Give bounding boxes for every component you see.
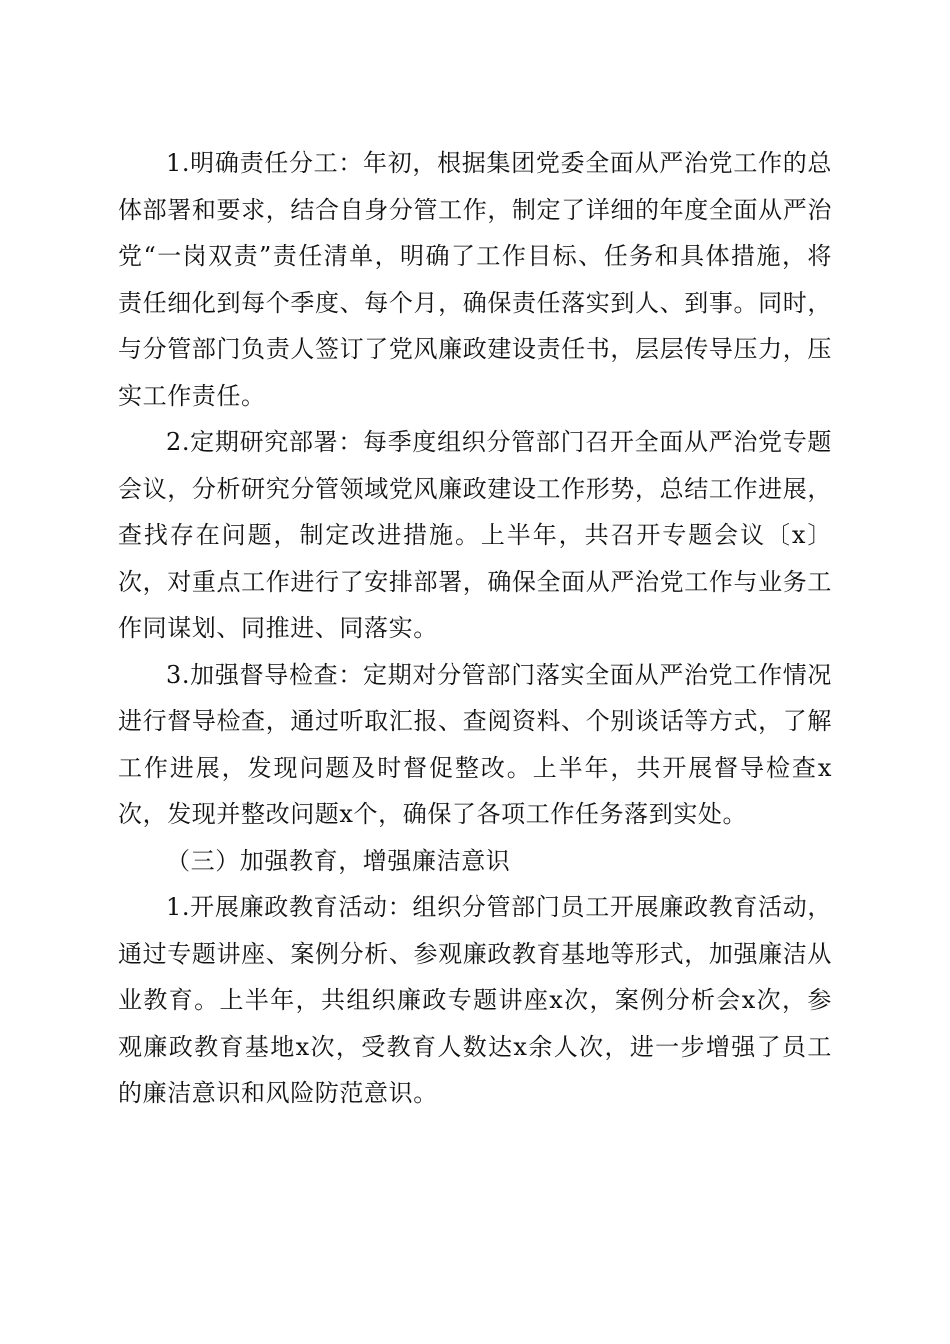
paragraph-responsibility: 1.明确责任分工：年初，根据集团党委全面从严治党工作的总体部署和要求，结合自身分管工作，制定了详细的年度全面从严治党“一岗双责”责任清单，明确了工作目标、任务和具体措施，将责任细化到每个季度、每个月，确保责任落实到人、到事。同时，与分管部门负责人签订了党风廉政建设责任书，层层传导压力，压实工作责任。 — [118, 149, 832, 410]
paragraph-research: 2.定期研究部署：每季度组织分管部门召开全面从严治党专题会议，分析研究分管领域党风廉政建设工作形势，总结工作进展，查找存在问题，制定改进措施。上半年，共召开专题会议〔x〕次，对重点工作进行了安排部署，确保全面从严治党工作与业务工作同谋划、同推进、同落实。 — [118, 428, 832, 642]
paragraph-education: 1.开展廉政教育活动：组织分管部门员工开展廉政教育活动，通过专题讲座、案例分析、参观廉政教育基地等形式，加强廉洁从业教育。上半年，共组织廉政专题讲座x次，案例分析会x次，参观廉政教育基地x次，受教育人数达x余人次，进一步增强了员工的廉洁意识和风险防范意识。 — [118, 893, 832, 1107]
paragraph-supervision: 3.加强督导检查：定期对分管部门落实全面从严治党工作情况进行督导检查，通过听取汇报、查阅资料、个别谈话等方式，了解工作进展，发现问题及时督促整改。上半年，共开展督导检查x次，发现并整改问题x个，确保了各项工作任务落到实处。 — [118, 660, 832, 828]
document-body — [118, 140, 832, 1117]
section-heading: （三）加强教育，增强廉洁意识 — [166, 846, 511, 875]
